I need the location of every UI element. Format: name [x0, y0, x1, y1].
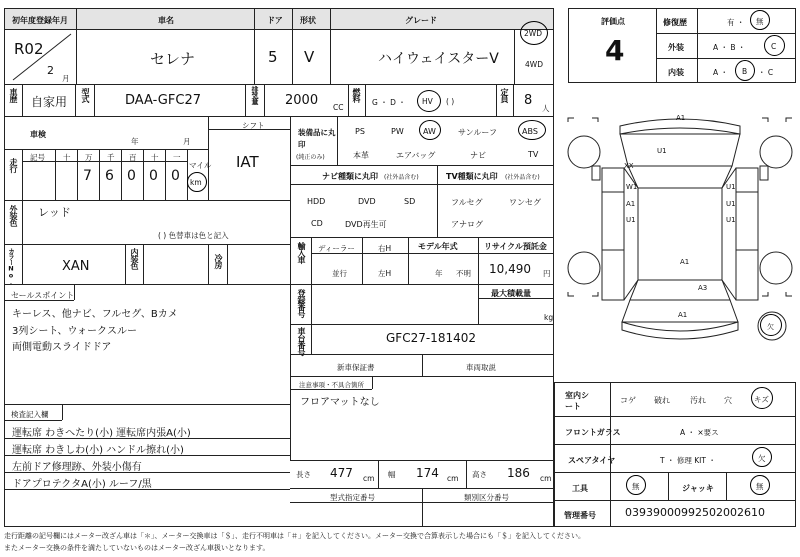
- interior-options-a: A ・: [713, 68, 729, 77]
- digit-divider: [187, 149, 188, 200]
- capacity-label: 定員: [500, 88, 509, 102]
- max-load-label: 最大積載量: [491, 289, 531, 298]
- damage-mark: 欠: [767, 323, 774, 331]
- sales-line-2: 3列シート、ウォークスルー: [12, 326, 137, 337]
- tv-item: フルセグ: [451, 198, 483, 207]
- tv-label: TV種類に丸印: [446, 172, 498, 181]
- score-label: 評価点: [601, 17, 625, 26]
- width-unit: cm: [447, 474, 459, 483]
- interior-seat-label: 室内シート: [565, 391, 589, 411]
- interior-options-c: ・ C: [758, 68, 774, 77]
- unit-km: km: [190, 178, 202, 187]
- cc-unit: CC: [333, 103, 344, 112]
- damage-mark: A3: [698, 284, 708, 292]
- notes-label: 注意事項・不具合箇所: [299, 381, 364, 389]
- seat-option: 汚れ: [690, 396, 706, 405]
- footer-line-2: またメーター交換の条件を満たしていないものはメーター改ざん車扱いとなります。: [4, 544, 270, 552]
- body-type-label: 形状: [300, 16, 316, 25]
- displacement: 2000: [285, 93, 319, 108]
- digit-header: 十: [151, 153, 159, 162]
- import-dealer: ディーラー: [318, 244, 355, 253]
- shift-label: シフト: [242, 121, 265, 130]
- exterior-grade: C: [771, 42, 777, 51]
- interior-color-label: 内装色: [130, 248, 139, 269]
- nav-item: DVD: [358, 197, 376, 206]
- interior-label: 内装: [668, 68, 684, 77]
- model: DAA-GFC27: [125, 93, 201, 108]
- fuel-selected: HV: [422, 97, 433, 106]
- damage-mark: U1: [726, 200, 736, 208]
- interior-grade: B: [742, 67, 748, 76]
- repair-none: 無: [756, 17, 764, 26]
- sales-line-1: キーレス、他ナビ、フルセグ、Bカメ: [12, 309, 178, 320]
- jack-value: 無: [756, 482, 764, 491]
- damage-mark: U1: [626, 216, 636, 224]
- body-type: V: [304, 48, 315, 66]
- max-load-unit: kg: [544, 313, 554, 322]
- height-unit: cm: [540, 474, 552, 483]
- color-value: レッド: [38, 206, 71, 219]
- tv-item: ワンセグ: [509, 198, 541, 207]
- tv-item: アナログ: [451, 220, 483, 229]
- chassis: GFC27-181402: [386, 331, 476, 345]
- drive-4wd: 4WD: [525, 60, 543, 69]
- color-code-label: カラーNo.: [7, 248, 15, 286]
- spare-tire-options: T ・ 修理 KIT ・: [660, 456, 716, 465]
- width-label: 幅: [388, 470, 396, 479]
- digit-divider: [121, 149, 122, 200]
- nav-item: DVD再生可: [345, 220, 387, 229]
- model-year-label: モデル年式: [418, 242, 458, 251]
- digit-value: 0: [127, 168, 136, 184]
- equip-item: 本革: [353, 151, 369, 160]
- inspection-label: 車検: [30, 130, 46, 139]
- equip-circle: [419, 120, 441, 140]
- first-reg-month: 2: [47, 64, 54, 77]
- score: 4: [605, 34, 625, 67]
- repair-label: 修復歴: [663, 18, 687, 27]
- model-year-unknown: 不明: [456, 269, 471, 278]
- equip-item: AW: [423, 127, 436, 136]
- exterior-options: A ・ B ・: [713, 43, 746, 52]
- recycle-value: 10,490: [489, 262, 531, 276]
- digit-value: 0: [171, 168, 180, 184]
- width: 174: [416, 466, 439, 480]
- jack-label: ジャッキ: [682, 484, 714, 493]
- equip-item: PS: [355, 127, 365, 136]
- inspector-label: 検査記入欄: [11, 410, 49, 419]
- manual-label: 車両取説: [466, 363, 496, 372]
- model-year-year: 年: [435, 269, 443, 278]
- inspection-year-unit: 年: [131, 137, 139, 146]
- management-number: 03939000992502002610: [625, 506, 765, 519]
- seat-selected: キズ: [754, 395, 769, 404]
- equipment-label: 装備品に丸印: [298, 128, 336, 149]
- car-name-label: 車名: [158, 16, 174, 25]
- equipment-sub: (純正のみ): [296, 154, 325, 161]
- recycle-label: リサイクル預託金: [484, 242, 547, 251]
- shift: IAT: [236, 153, 259, 171]
- digit-header: 十: [63, 153, 71, 162]
- length: 477: [330, 466, 353, 480]
- seat-option: コゲ: [620, 396, 636, 405]
- management-label: 管理番号: [564, 511, 596, 520]
- category-label: 類別区分番号: [464, 493, 509, 502]
- equip-item: エアバッグ: [396, 151, 436, 160]
- damage-mark: U1: [657, 147, 667, 155]
- first-reg-label: 初年度登録年月: [12, 16, 68, 25]
- damage-mark: A1: [678, 311, 688, 319]
- inspector-line-2: 運転席 わきしわ(小) ハンドル擦れ(小): [12, 445, 184, 456]
- inspector-line-3: 左前ドア修理跡、外装小傷有: [12, 462, 142, 473]
- nav-sub: (社外品含む): [384, 174, 419, 181]
- recycle-unit: 円: [543, 269, 551, 278]
- digit-value: 7: [83, 168, 92, 184]
- digit-divider: [99, 149, 100, 200]
- unit-mile: マイル: [189, 161, 212, 170]
- ac-label: 冷房: [214, 254, 223, 268]
- equip-circle: [518, 120, 546, 140]
- registration-label: 登録番号: [297, 289, 306, 317]
- capacity-unit: 人: [542, 104, 550, 113]
- digit-header: 千: [107, 153, 115, 162]
- model-label: 型式: [81, 88, 90, 102]
- sales-points-label: セールスポイント: [11, 291, 75, 300]
- first-reg-year: R02: [14, 40, 44, 58]
- nav-item: HDD: [307, 197, 326, 206]
- seat-option: 破れ: [654, 396, 670, 405]
- usage: 自家用: [31, 95, 68, 109]
- damage-mark: U1: [726, 216, 736, 224]
- height: 186: [507, 466, 530, 480]
- equip-item: ABS: [522, 127, 538, 136]
- import-right-h: 右H: [378, 244, 392, 253]
- length-label: 長さ: [296, 470, 311, 479]
- damage-mark: A1: [626, 200, 636, 208]
- digit-divider: [165, 149, 166, 200]
- length-unit: cm: [363, 474, 375, 483]
- equip-item: ナビ: [470, 151, 486, 160]
- import-parallel: 並行: [332, 269, 347, 278]
- color-label: 外装色: [9, 205, 18, 226]
- sales-line-3: 両側電動スライドドア: [12, 342, 112, 353]
- damage-mark: XX: [624, 162, 634, 170]
- exterior-label: 外装: [668, 43, 684, 52]
- mileage-label: 走行: [9, 158, 18, 172]
- grade: ハイウェイスターV: [378, 51, 499, 67]
- digit-value: 6: [105, 168, 114, 184]
- equip-item: TV: [528, 150, 539, 159]
- height-label: 高さ: [472, 470, 487, 479]
- import-label: 輸入車: [297, 242, 306, 263]
- capacity: 8: [524, 93, 533, 108]
- warranty-label: 新車保証書: [337, 363, 375, 372]
- symbol-label: 記号: [30, 153, 45, 162]
- windshield-options: A ・ ×要ス: [680, 428, 719, 437]
- seat-option: 穴: [724, 396, 732, 405]
- tools-value: 無: [632, 482, 640, 491]
- nav-item: SD: [404, 197, 416, 206]
- type-designation-label: 型式指定番号: [330, 493, 375, 502]
- damage-mark: A1: [680, 258, 690, 266]
- digit-header: 万: [85, 153, 93, 162]
- displacement-label: 排気量: [251, 86, 259, 104]
- digit-divider: [77, 149, 78, 200]
- spare-tire-selected: 欠: [758, 454, 766, 463]
- repair-options: 有 ・: [727, 18, 745, 27]
- tools-label: 工具: [572, 484, 588, 493]
- inspector-line-4: ドアプロテクタA(小) ルーフ/黒: [12, 479, 152, 490]
- windshield-label: フロントガラス: [565, 428, 621, 437]
- missing-circle: [760, 314, 782, 336]
- grade-label: グレード: [405, 16, 437, 25]
- tv-sub: (社外品含む): [505, 174, 540, 181]
- equip-item: PW: [391, 127, 404, 136]
- fuel-label: 燃料: [352, 88, 361, 102]
- doors-label: ドア: [267, 16, 283, 25]
- damage-mark: A1: [676, 114, 686, 122]
- digit-header: 百: [129, 153, 137, 162]
- doors: 5: [268, 48, 278, 66]
- month-unit: 月: [62, 74, 70, 83]
- spare-tire-label: スペアタイヤ: [568, 456, 616, 465]
- digit-header: 一: [173, 153, 181, 162]
- damage-mark: W1: [626, 183, 638, 191]
- fuel-other: ( ): [446, 97, 455, 106]
- chassis-label: 車台番号: [297, 327, 306, 355]
- damage-mark: U1: [726, 183, 736, 191]
- drive-2wd: 2WD: [524, 29, 542, 38]
- inspector-line-1: 運転席 わきへたり(小) 運転席内張A(小): [12, 428, 191, 439]
- car-name: セレナ: [150, 50, 196, 68]
- usage-label: 車歴: [9, 88, 18, 102]
- digit-divider: [143, 149, 144, 200]
- nav-item: CD: [311, 219, 323, 228]
- inspection-month-unit: 月: [183, 137, 191, 146]
- footer-line-1: 走行距離の記号欄にはメーター改ざん車は「＊」、メーター交換車は「＄」、走行不明車は「＃」を記入してください。メーター交換で合算表示した場合にも「＄」を記入してください。: [4, 532, 585, 540]
- notes-text: フロアマットなし: [300, 397, 380, 408]
- color-change-note: ( ) 色替車は色と記入: [158, 231, 229, 240]
- digit-value: 0: [149, 168, 158, 184]
- nav-label: ナビ種類に丸印: [322, 172, 378, 181]
- equip-item: サンルーフ: [458, 128, 497, 137]
- color-code: XAN: [62, 259, 90, 274]
- import-left-h: 左H: [378, 269, 392, 278]
- fuel-options: G ・ D ・: [372, 98, 406, 107]
